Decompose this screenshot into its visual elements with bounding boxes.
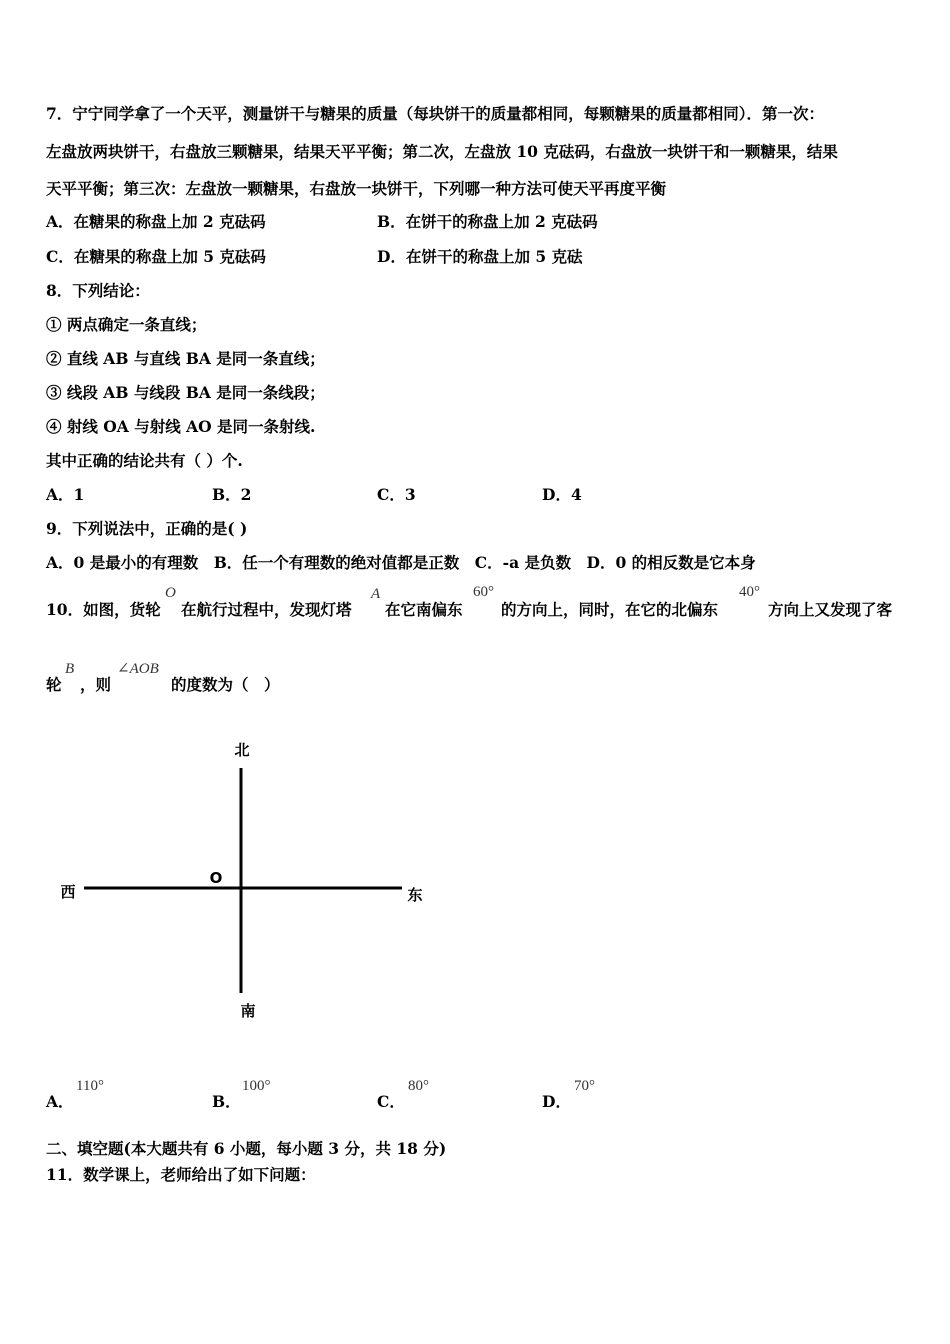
q9-title: 9．下列说法中，正确的是( ): [46, 519, 248, 538]
q7-stem-line3: 天平平衡；第三次：左盘放一颗糖果，右盘放一块饼干，下列哪一种方法可使天平再度平衡: [46, 179, 667, 198]
q10-symbol-b: B: [65, 661, 75, 677]
q7-option-c: C．在糖果的称盘上加 5 克砝码: [46, 247, 266, 266]
q8-statement-2: ② 直线 AB 与直线 BA 是同一条直线；: [46, 349, 325, 368]
q10-text-part6: 轮: [46, 675, 62, 694]
q10-text-part8: 的度数为（ ）: [171, 675, 280, 694]
q10-text-part3: 在它南偏东: [385, 600, 463, 619]
q10-option-b-value: 100°: [242, 1078, 271, 1094]
q11-stem: 11．数学课上，老师给出了如下问题：: [46, 1165, 316, 1184]
q7-stem-line1: 7．宁宁同学拿了一个天平，测量饼干与糖果的质量（每块饼干的质量都相同，每颗糖果的质量都相同）．第一次：: [46, 104, 825, 123]
q7-option-b: B．在饼干的称盘上加 2 克砝码: [377, 212, 598, 231]
q10-angle-40: 40°: [739, 584, 760, 600]
label-north: 北: [234, 741, 250, 759]
q8-title: 8．下列结论：: [46, 281, 150, 300]
q7-stem-line2: 左盘放两块饼干，右盘放三颗糖果，结果天平平衡；第二次，左盘放 10 克砝码，右盘放一块饼干和一颗糖果，结果: [46, 142, 838, 161]
section-2-heading: 二、填空题(本大题共有 6 小题，每小题 3 分，共 18 分): [46, 1139, 447, 1158]
q8-statement-1: ① 两点确定一条直线；: [46, 315, 207, 334]
q8-statement-3: ③ 线段 AB 与线段 BA 是同一条线段；: [46, 383, 325, 402]
q9-options: A．0 是最小的有理数 B．任一个有理数的绝对值都是正数 C．-a 是负数 D．0 的相反数是它本身: [46, 553, 756, 572]
q10-text-part2: 在航行过程中，发现灯塔: [181, 600, 352, 619]
q8-question: 其中正确的结论共有（ ）个.: [46, 451, 243, 470]
q10-option-a-label: A．: [46, 1092, 74, 1111]
label-east: 东: [407, 886, 423, 904]
q10-angle-60: 60°: [473, 584, 494, 600]
q10-option-a-value: 110°: [76, 1078, 104, 1094]
q10-symbol-o: O: [165, 585, 176, 601]
q10-option-c-label: C．: [377, 1092, 405, 1111]
q10-option-b-label: B．: [212, 1092, 241, 1111]
q10-text-part5: 方向上又发现了客: [768, 600, 893, 619]
q7-option-d: D．在饼干的称盘上加 5 克砝: [377, 247, 583, 266]
q10-option-d-label: D．: [542, 1092, 571, 1111]
q8-statement-4: ④ 射线 OA 与射线 AO 是同一条射线.: [46, 417, 316, 436]
q7-option-a: A．在糖果的称盘上加 2 克砝码: [46, 212, 266, 231]
label-west: 西: [60, 883, 76, 901]
q10-angle-aob: ∠AOB: [117, 661, 159, 677]
q8-option-a: A．1: [46, 485, 85, 504]
q8-option-d: D．4: [542, 485, 582, 504]
q10-symbol-a: A: [371, 586, 381, 602]
q8-option-c: C．3: [377, 485, 416, 504]
q10-text-part4: 的方向上，同时，在它的北偏东: [501, 600, 719, 619]
label-south: 南: [240, 1002, 256, 1020]
q8-option-b: B．2: [212, 485, 252, 504]
label-origin: O: [209, 869, 223, 887]
q10-text-part1: 10．如图，货轮: [46, 600, 161, 619]
q10-option-c-value: 80°: [408, 1078, 429, 1094]
q10-text-part7: ，则: [80, 675, 112, 694]
q10-option-d-value: 70°: [574, 1078, 595, 1094]
